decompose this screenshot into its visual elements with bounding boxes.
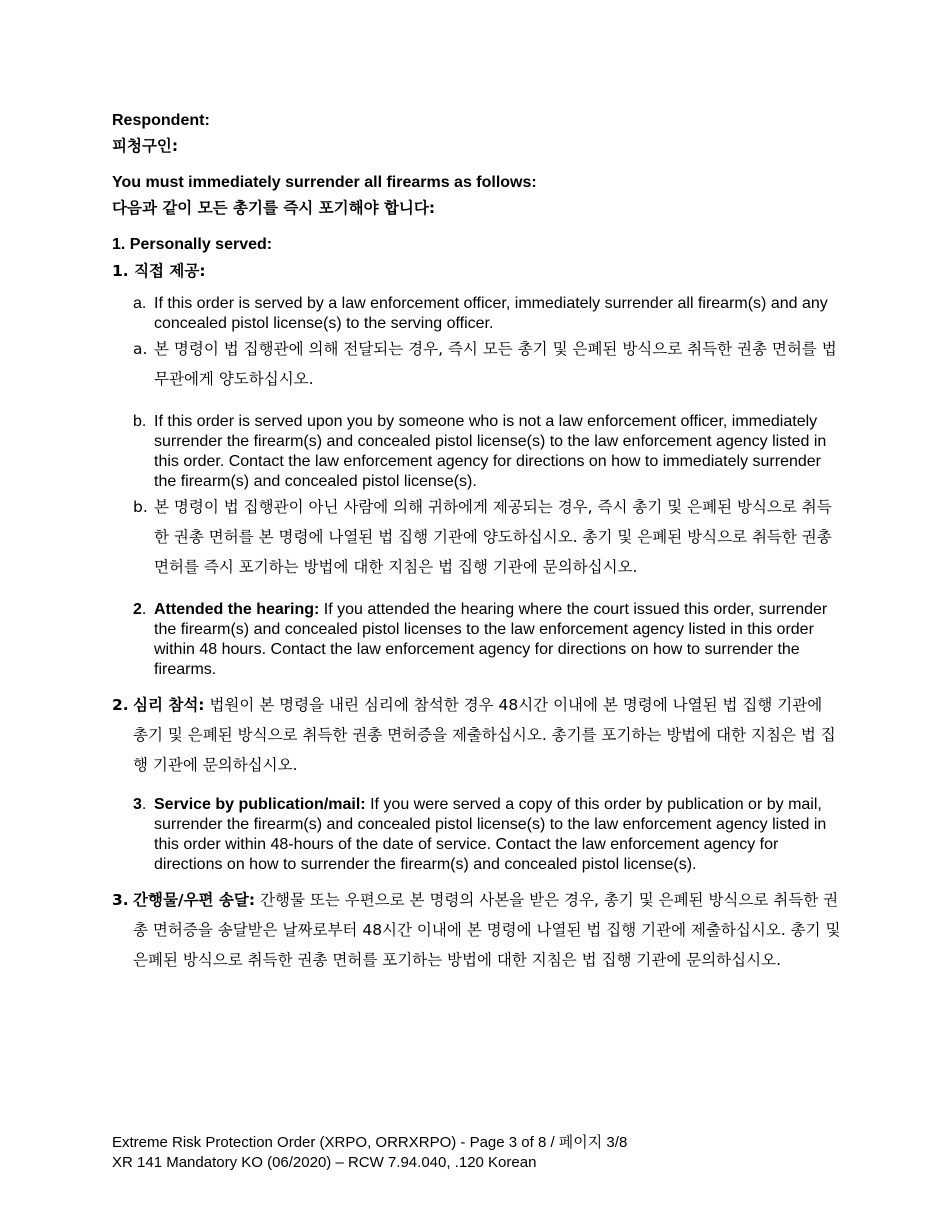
- item-b-label-ko: b.: [133, 498, 148, 516]
- section2-number: 2.: [133, 601, 147, 618]
- footer-line-1: Extreme Risk Protection Order (XRPO, ORRXRPO) - Page 3 of 8 / 페이지 3/8: [112, 1134, 628, 1151]
- item-a-label-ko: a.: [133, 340, 148, 358]
- section2-body-ko: 법원이 본 명령을 내린 심리에 참석한 경우 48시간 이내에 본 명령에 나열된 법 집행 기관에 총기 및 은폐된 방식으로 취득한 권총 면허증을 제출하십시오. 총기를 포기하는 방법에 대한 지침은 법 집행 기관에 문의하십시오.: [133, 696, 836, 774]
- section2-text-en: [154, 600, 842, 680]
- section3-title-en: Service by publication/mail:: [154, 796, 366, 813]
- item-a-label: a.: [133, 295, 147, 312]
- section1-title-en: 1. Personally served:: [112, 236, 273, 253]
- section2-text-ko: [133, 690, 842, 780]
- item-a-text-en: If this order is served by a law enforcement officer, immediately surrender all firearm(s) and any concealed pistol license(s) to the serving officer.: [154, 295, 828, 332]
- section3-text-en: [154, 795, 842, 875]
- section1-item-a-en: [112, 294, 842, 334]
- item-a-text-ko: 본 명령이 법 집행관에 의해 전달되는 경우, 즉시 모든 총기 및 은폐된 방식으로 취득한 권총 면허를 법무관에게 양도하십시오.: [154, 340, 837, 388]
- respondent-label-ko: 피청구인:: [112, 137, 179, 155]
- section2-title-ko: 심리 참석:: [133, 696, 205, 714]
- section1-item-a-ko: [112, 334, 842, 394]
- document-body: [112, 111, 842, 975]
- intro-en: You must immediately surrender all firearms as follows:: [112, 174, 537, 191]
- section3-body-ko: 간행물 또는 우편으로 본 명령의 사본을 받은 경우, 총기 및 은폐된 방식으로 취득한 권총 면허증을 송달받은 날짜로부터 48시간 이내에 본 명령에 나열된 법 집행 기관에 제출하십시오. 총기 및 은폐된 방식으로 취득한 권총 면허를 포기하는 방법에 대한 지침은 법 집행 기관에 문의하십시오.: [133, 891, 841, 969]
- section1-title-ko: 1. 직접 제공:: [112, 262, 206, 280]
- page-footer: [112, 1133, 627, 1173]
- section2-title-en: Attended the hearing:: [154, 601, 320, 618]
- section1-item-b-ko: [112, 492, 842, 582]
- section3-body-en: If you were served a copy of this order by publication or by mail, surrender the firearm(s) and concealed pistol license(s) to the law enforcement agency listed in this order within 48-hours of the date of service. Contact the law enforcement agency for directions on how to surrender the firearm(s) and concealed pistol license(s).: [154, 796, 827, 873]
- section3-title-ko: 간행물/우편 송달:: [133, 891, 256, 909]
- section1-item-b-en: [112, 412, 842, 492]
- intro-ko: 다음과 같이 모든 총기를 즉시 포기해야 합니다:: [112, 199, 436, 217]
- item-b-text-en: If this order is served upon you by someone who is not a law enforcement officer, immediately surrender the firearm(s) and concealed pistol license(s) to the law enforcement agency listed in this order. Contact the law enforcement agency for directions on how to immediately surrender the firearm(s) and concealed pistol license(s).: [154, 413, 827, 490]
- section3-number-ko: 3.: [112, 891, 129, 909]
- item-b-label: b.: [133, 413, 147, 430]
- section2-body-en: If you attended the hearing where the court issued this order, surrender the firearm(s) and concealed pistol licenses to the law enforcement agency listed in this order within 48 hours. Contact the law enforcement agency for directions on how to surrender the firearms.: [154, 601, 828, 678]
- section3-text-ko: [133, 885, 842, 975]
- section3-ko: [112, 885, 842, 975]
- section2-en: [112, 600, 842, 680]
- section2-number-ko: 2.: [112, 696, 129, 714]
- section3-number: 3.: [133, 796, 147, 813]
- footer-line-2: XR 141 Mandatory KO (06/2020) – RCW 7.94.040, .120 Korean: [112, 1154, 537, 1171]
- section2-ko: [112, 690, 842, 780]
- item-b-text-ko: 본 명령이 법 집행관이 아닌 사람에 의해 귀하에게 제공되는 경우, 즉시 총기 및 은폐된 방식으로 취득한 권총 면허를 본 명령에 나열된 법 집행 기관에 양도하십시오. 총기 및 은폐된 방식으로 취득한 권총 면허를 즉시 포기하는 방법에 대한 지침은 법 집행 기관에 문의하십시오.: [154, 498, 832, 576]
- respondent-label-en: Respondent:: [112, 112, 210, 129]
- section3-en: [112, 795, 842, 875]
